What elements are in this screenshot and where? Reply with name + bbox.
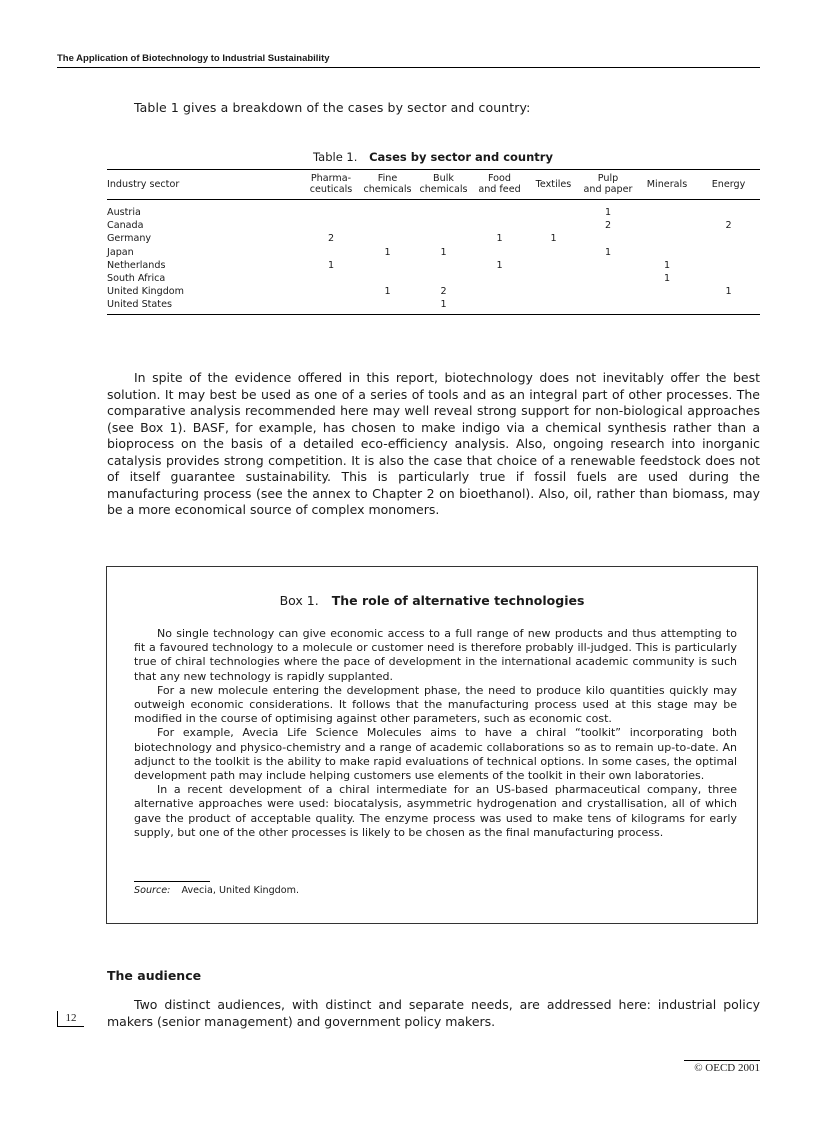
- table-number: Table 1.: [313, 150, 358, 164]
- count-cell: [528, 259, 579, 272]
- count-cell: [637, 285, 697, 298]
- intro-sentence: Table 1 gives a breakdown of the cases by sector and country:: [134, 100, 531, 115]
- count-cell: 1: [384, 246, 391, 258]
- box-1: [106, 566, 758, 924]
- column-header: [579, 170, 637, 200]
- count-cell: [416, 206, 471, 219]
- count-cell: [637, 219, 697, 232]
- count-cell: [359, 206, 416, 219]
- count-cell: [303, 285, 359, 298]
- count-cell: [303, 298, 359, 314]
- box-title-text: The role of alternative technologies: [331, 593, 585, 608]
- count-cell: [303, 206, 359, 219]
- count-cell: [579, 259, 637, 272]
- count-cell: [579, 232, 637, 245]
- box-title: [107, 593, 757, 608]
- count-cell: [359, 272, 416, 285]
- count-cell: 1: [440, 246, 447, 258]
- source-text: Avecia, United Kingdom.: [181, 885, 300, 896]
- count-cell: [697, 206, 760, 219]
- column-header-line: Minerals: [646, 178, 688, 190]
- country-cell: Austria: [107, 207, 141, 218]
- count-cell: 1: [550, 233, 557, 245]
- table-caption: [107, 150, 759, 164]
- country-cell: Canada: [107, 220, 144, 232]
- table-body: [107, 200, 760, 315]
- count-cell: [697, 259, 760, 272]
- count-cell: [416, 219, 471, 232]
- count-cell: [528, 285, 579, 298]
- count-cell: 1: [663, 273, 671, 285]
- count-cell: [579, 285, 637, 298]
- count-cell: [359, 259, 416, 272]
- country-cell: United Kingdom: [107, 286, 185, 298]
- count-cell: 2: [604, 220, 612, 232]
- table-row: [107, 298, 760, 314]
- box-number: Box 1.: [279, 593, 319, 608]
- count-cell: 1: [496, 233, 503, 245]
- audience-paragraph: [107, 996, 760, 1030]
- count-cell: [637, 298, 697, 314]
- column-header-line: Energy: [711, 178, 746, 190]
- table-row: [107, 272, 760, 285]
- cases-table: [107, 169, 760, 315]
- count-cell: [303, 272, 359, 285]
- column-header-line: and paper: [583, 184, 633, 195]
- count-cell: [416, 272, 471, 285]
- country-cell: Germany: [107, 233, 152, 245]
- count-cell: [637, 206, 697, 219]
- column-header-line: and feed: [478, 184, 521, 195]
- running-head: The Application of Biotechnology to Industrial Sustainability: [57, 53, 760, 68]
- count-cell: [637, 246, 697, 259]
- table-title: Cases by sector and country: [369, 150, 553, 164]
- count-cell: [416, 259, 471, 272]
- column-header: [359, 170, 416, 200]
- count-cell: [303, 219, 359, 232]
- table-row: [107, 219, 760, 232]
- count-cell: [471, 246, 528, 259]
- count-cell: [471, 298, 528, 314]
- box-paragraph: In a recent development of a chiral intermediate for an US-based pharmaceutical company, three alternative approaches were used: biocatalysis, asymmetric hydrogenation and crystallisation, all of which gave the product of acceptable quality. The enzyme process was used to make tens of kilograms for early supply, but one of the other processes is likely to be chosen as the final manufacturing process.: [134, 783, 737, 839]
- count-cell: 1: [384, 286, 391, 298]
- count-cell: [471, 272, 528, 285]
- column-header-industry-sector: [107, 170, 303, 200]
- country-cell: Netherlands: [107, 259, 166, 271]
- country-cell: Japan: [107, 246, 134, 258]
- box-paragraph: No single technology can give economic access to a full range of new products and thus attempting to fit a favoured technology to a molecule or customer need is therefore probably ill-judged. This is particularly true of chiral technologies where the pace of development in the international academic community is such that any new technology is rapidly supplanted.: [134, 627, 737, 683]
- count-cell: 2: [327, 233, 335, 245]
- audience-paragraph-text: Two distinct audiences, with distinct and separate needs, are addressed here: industrial policy makers (senior management) and government policy makers.: [107, 997, 760, 1029]
- count-cell: [528, 298, 579, 314]
- count-cell: [579, 298, 637, 314]
- count-cell: [471, 206, 528, 219]
- main-paragraph-text: In spite of the evidence offered in this report, biotechnology does not inevitably offer the best solution. It may best be used as one of a series of tools and as an integral part of other processes. The comparative analysis recommended here may well reveal strong support for non-biological approaches (see Box 1). BASF, for example, has chosen to make indigo via a chemical synthesis rather than a bioprocess on the basis of a detailed eco-efficiency analysis. Also, ongoing research into inorganic catalysis provides strong competition. It is also the case that choice of a renewable feedstock does not of itself guarantee sustainability. This is particularly true if fossil fuels are used during the manufacturing process (see the annex to Chapter 2 on bioethanol). Also, oil, rather than biomass, may be a more economical source of complex monomers.: [107, 370, 760, 517]
- box-paragraph: For example, Avecia Life Science Molecules aims to have a chiral “toolkit” incorporating both biotechnology and physico-chemistry and a range of academic collaborations so as to remain up-to-date. An adjunct to the toolkit is the ability to make rapid evaluations of technical options. In some cases, the optimal development path may include helping customers use elements of the toolkit in their own laboratories.: [134, 726, 737, 783]
- count-cell: 1: [440, 299, 447, 311]
- page-number: 12: [57, 1011, 84, 1027]
- table-row: [107, 206, 760, 219]
- column-header-line: Food: [487, 173, 511, 184]
- box-body: [134, 627, 737, 840]
- box-paragraph: For a new molecule entering the development phase, the need to produce kilo quantities quickly may outweigh economic considerations. It follows that the manufacturing process used at this stage may be modified in the course of optimising against other parameters, such as economic cost.: [134, 683, 737, 726]
- count-cell: 1: [496, 259, 503, 271]
- column-header-line: chemicals: [419, 184, 468, 195]
- count-cell: 2: [725, 220, 732, 232]
- table-row: [107, 232, 760, 245]
- count-cell: 2: [440, 286, 447, 298]
- count-cell: [528, 219, 579, 232]
- count-cell: 1: [663, 259, 671, 271]
- column-header-line: chemicals: [363, 184, 412, 195]
- column-header-line: Pharma-: [310, 173, 352, 184]
- source-divider: [134, 881, 210, 882]
- count-cell: [579, 272, 637, 285]
- count-cell: 1: [725, 286, 732, 298]
- column-header: [637, 170, 697, 200]
- table-row: [107, 285, 760, 298]
- section-heading: The audience: [107, 968, 202, 983]
- column-header-line: Pulp: [597, 173, 619, 184]
- count-cell: [697, 298, 760, 314]
- column-header: [416, 170, 471, 200]
- source-label: Source:: [134, 885, 171, 896]
- count-cell: [359, 298, 416, 314]
- count-cell: [471, 285, 528, 298]
- count-cell: [637, 232, 697, 245]
- count-cell: [416, 232, 471, 245]
- column-header-line: Fine: [377, 173, 398, 184]
- main-paragraph: [107, 370, 760, 519]
- column-header-line: ceuticals: [309, 184, 353, 195]
- country-cell: South Africa: [107, 273, 166, 285]
- count-cell: [697, 272, 760, 285]
- count-cell: [528, 206, 579, 219]
- table-row: [107, 259, 760, 272]
- country-cell: United States: [107, 299, 172, 311]
- count-cell: [359, 219, 416, 232]
- column-header-line: Textiles: [535, 178, 572, 190]
- column-header-line: Bulk: [433, 173, 454, 184]
- count-cell: [359, 232, 416, 245]
- table-row: [107, 246, 760, 259]
- column-header: [528, 170, 579, 200]
- count-cell: 1: [604, 207, 612, 218]
- column-header: [303, 170, 359, 200]
- count-cell: 1: [604, 246, 612, 258]
- column-header: [697, 170, 760, 200]
- count-cell: [303, 246, 359, 259]
- count-cell: [697, 246, 760, 259]
- column-header: [471, 170, 528, 200]
- count-cell: [471, 219, 528, 232]
- count-cell: [528, 246, 579, 259]
- copyright: © OECD 2001: [684, 1060, 760, 1074]
- count-cell: 1: [327, 259, 335, 271]
- table-header-row: [107, 170, 760, 200]
- count-cell: [528, 272, 579, 285]
- count-cell: [697, 232, 760, 245]
- box-source: [134, 885, 299, 896]
- column-header-line: Industry sector: [107, 178, 180, 190]
